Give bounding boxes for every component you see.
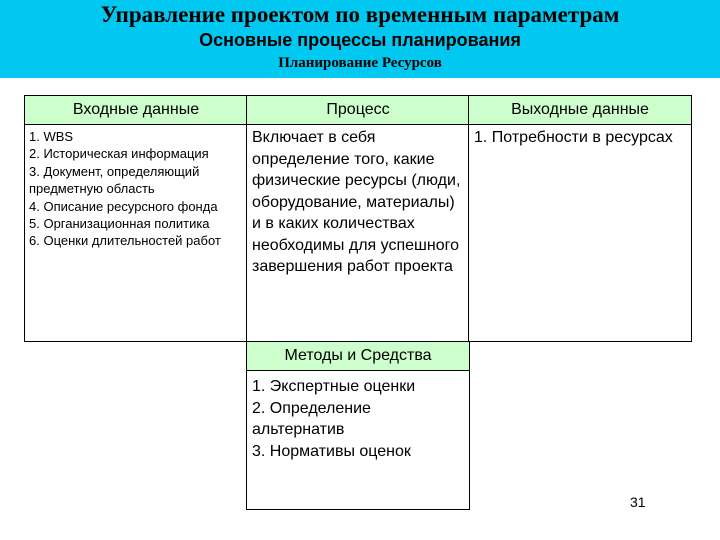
outputs-label: Выходные данные	[511, 101, 649, 118]
slide-subtitle: Основные процессы планирования	[199, 30, 521, 50]
process-label: Процесс	[326, 101, 390, 118]
slide-subtitle-2: Планирование Ресурсов	[278, 55, 442, 71]
methods-label: Методы и Средства	[284, 347, 432, 364]
inputs-box	[24, 124, 248, 342]
inputs-label: Входные данные	[72, 101, 200, 118]
inputs-list: 1. WBS 2. Историческая информация 3. Документ, определяющий предметную область 4. Описание ресурсного фонда 5. Организационная политика 6. Оценки длительностей работ	[29, 129, 221, 249]
methods-box	[246, 370, 470, 510]
slide-title: Управление проектом по временным параметрам	[100, 2, 620, 27]
slide-header	[0, 0, 720, 78]
process-header	[246, 95, 470, 125]
outputs-box	[468, 124, 692, 342]
process-box	[246, 124, 470, 342]
methods-list: 1. Экспертные оценки 2. Определение альтернатив 3. Нормативы оценок	[252, 378, 416, 460]
outputs-list: 1. Потребности в ресурсах	[474, 129, 673, 146]
page-number: 31	[630, 494, 646, 510]
process-text: Включает в себя определение того, какие физические ресурсы (люди, оборудование, материалы) и в каких количествах необходимы для успешного завершения работ проекта	[252, 129, 461, 275]
outputs-header	[468, 95, 692, 125]
inputs-header	[24, 95, 248, 125]
methods-header	[246, 341, 470, 371]
